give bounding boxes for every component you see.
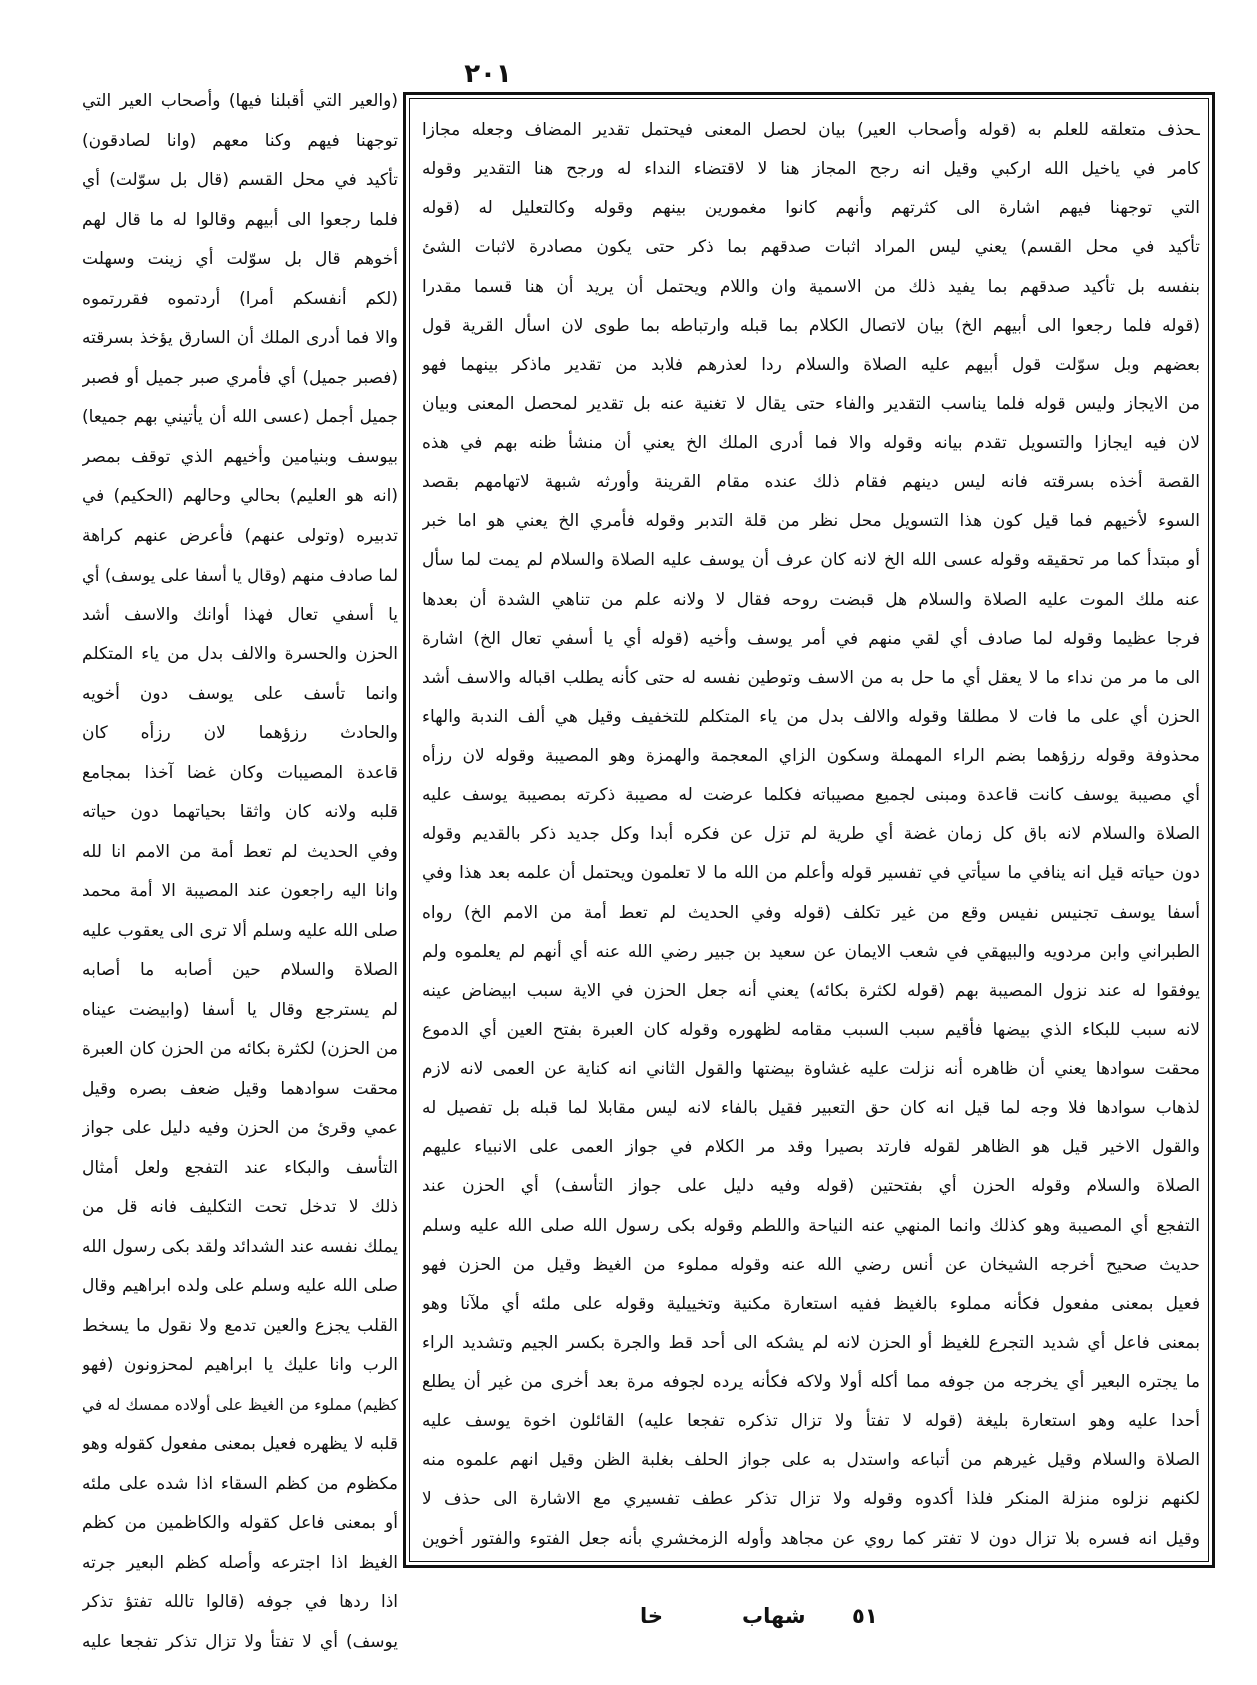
main-text-line: التي توجهنا فيهم اشارة الى كثرتهم وأنهم كانوا مغمورين بينهم وقوله وكالتعليل له (قوله xyxy=(422,198,1200,219)
signature-number: ٥١ xyxy=(852,1604,878,1628)
margin-text-line: صلى الله عليه وسلم ألا ترى الى يعقوب عليه xyxy=(82,920,398,941)
page-number: ٢٠١ xyxy=(464,59,512,89)
main-commentary xyxy=(422,111,1200,1559)
main-text-line: ـحذف متعلقه للعلم به (قوله وأصحاب العير) بيان لحصل المعنى فيحتمل تقدير المضاف وجعله مجازا xyxy=(422,120,1200,140)
margin-commentary xyxy=(82,82,398,1662)
margin-text-line: لما صادف منهم (وقال يا أسفا على يوسف) أي xyxy=(82,566,398,585)
signature-code: خا xyxy=(640,1604,664,1628)
main-text-line: لذهاب سوادها فلا وجه لما قيل انه كان حق التعبير فقيل بالفاء لانه ليس مقابلا لما قبله بل تفصيل له xyxy=(422,1098,1200,1119)
margin-text-line: توجهنا فيهم وكنا معهم (وانا لصادقون) xyxy=(82,130,398,151)
main-text-line: بنفسه بل تأكيد صدقهم بما يفيد ذلك من الاسمية وان واللام ويحتمل أن يريد أن هنا قسما مقدرا xyxy=(422,276,1200,297)
margin-text-line: (فصبر جميل) أي فأمري صبر جميل أو فصبر xyxy=(82,367,398,388)
margin-text-line: قاعدة المصيبات وكان غضا آخذا بمجامع xyxy=(82,762,398,783)
main-text-line: عنه ملك الموت عليه الصلاة والسلام هل قبضت روحه فقال لا ولانه علم من تناهي الشدة أن بعدها xyxy=(422,589,1200,610)
main-text-line: ما يجتره البعير أي يخرجه من جوفه مما أكله أولا ولاكه فكأنه يرده لجوفه مرة بعد أخرى من غير أن يطلع xyxy=(422,1372,1200,1392)
margin-text-line: فلما رجعوا الى أبيهم وقالوا له ما قال لهم xyxy=(82,209,398,230)
margin-text-line: جميل أجمل (عسى الله أن يأتيني بهم جميعا) xyxy=(82,407,398,427)
main-text-line: كامر في ياخيل الله اركبي وقيل انه رجح المجاز هنا لا لاقتضاء النداء له ورجح هنا التقدير وقوله xyxy=(422,159,1200,180)
main-text-line: وقيل انه فسره بلا تزال دون لا تفتر كما روي عن مجاهد وأوله الزمخشري بأنه جعل الفتوء والفتور أخوين xyxy=(422,1528,1200,1549)
margin-text-line: تأكيد في محل القسم (قال بل سوّلت) أي xyxy=(82,170,398,190)
margin-text-line: يملك نفسه عند الشدائد ولقد بكى رسول الله xyxy=(82,1236,398,1257)
main-text-line: فعيل بمعنى مفعول فكأنه مملوء بالغيظ ففيه استعارة مكنية وتخييلية وقوله على ملئه أي ملآنا وهو xyxy=(422,1293,1200,1314)
main-text-line: (قوله فلما رجعوا الى أبيهم الخ) بيان لاتصال الكلام بما قبله وارتباطه بما طوى لان اسأل القرية قول xyxy=(422,315,1200,336)
margin-text-line: أو بمعنى فاعل كقوله والكاظمين من كظم xyxy=(82,1513,398,1533)
margin-text-line: قلبه ولانه كان واثقا بحياتهما دون حياته xyxy=(82,802,398,822)
main-text-line: بعضهم وبل سوّلت قول أبيهم عليه الصلاة والسلام ردا لعذرهم فلابد من تقدير ماذكر بينهما فهو xyxy=(422,354,1200,375)
signature-title: شهاب xyxy=(742,1604,806,1628)
main-text-line: التفجع أي المصيبة وهو كذلك وانما المنهي عنه النياحة واللطم وقوله بكى رسول الله صلى الله عليه وسلم xyxy=(422,1215,1200,1236)
main-text-line: فرجا عظيما وقوله لما صادف أي لقي منهم في أمر يوسف وأخيه (قوله أي يا أسفي تعال الخ) اشارة xyxy=(422,628,1200,649)
main-text-line: الصلاة والسلام وقوله الحزن أي بفتحتين (قوله وفيه دليل على جواز التأسف) أي الحزن عند xyxy=(422,1176,1200,1197)
main-text-line: لكنهم نزلوه منزلة المنكر فلذا أكدوه وقوله ولا تزال تذكر عطف تفسيري مع الاشارة الى حذف لا xyxy=(422,1489,1200,1510)
main-text-line: أحدا عليه وهو استعارة بليغة (قوله لا تفتأ ولا تزال تذكره تفجعا عليه) القائلون اخوة يوسف عليه xyxy=(422,1411,1200,1432)
margin-text-line: محقت سوادهما وقيل ضعف بصره وقيل xyxy=(82,1078,398,1099)
margin-text-line: (والعير التي أقبلنا فيها) وأصحاب العير التي xyxy=(82,91,398,111)
margin-text-line: الغيظ اذا اجترعه وأصله كظم البعير جرته xyxy=(82,1552,398,1573)
margin-text-line: ذلك لا تدخل تحت التكليف فانه قل من xyxy=(82,1197,398,1217)
main-text-line: والقول الاخير قيل هو الظاهر لقوله فارتد بصيرا وقد مر الكلام في جواز العمى على الانبياء عليهم xyxy=(422,1137,1200,1158)
main-text-line: أسفا يوسف تجنيس نفيس وقع من غير تكلف (قوله وفي الحديث لم تعط أمة من الامم الخ) رواه xyxy=(422,902,1200,923)
margin-text-line: وانما تأسف على يوسف دون أخويه xyxy=(82,683,398,704)
margin-text-line: أخوهم قال بل سوّلت أي زينت وسهلت xyxy=(82,249,398,269)
margin-text-line: من الحزن) لكثرة بكائه من الحزن كان العبرة xyxy=(82,1039,398,1059)
margin-text-line: والا فما أدرى الملك أن السارق يؤخذ بسرقته xyxy=(82,328,398,348)
main-text-line: لانه سبب للبكاء الذي بيضها فأقيم سبب السبب مقامه لظهوره وقوله كان العبرة بفتح العين أي الدموع xyxy=(422,1019,1200,1040)
margin-text-line: بيوسف وبنيامين وأخيهم الذي توقف بمصر xyxy=(82,446,398,467)
main-text-line: أي مصيبة يوسف كانت قاعدة ومبنى لجميع مصيباته فكلما عرضت له مصيبة ذكرته بمصيبة يوسف عليه xyxy=(422,785,1200,806)
main-text-line: حديث صحيح أخرجه الشيخان عن أنس رضي الله عنه وقوله مملوء من الغيظ وقيل من الحزن فهو xyxy=(422,1254,1200,1275)
margin-text-line: لم يسترجع وقال يا أسفا (وابيضت عيناه xyxy=(82,999,398,1020)
margin-text-line: تدبيره (وتولى عنهم) فأعرض عنهم كراهة xyxy=(82,525,398,546)
main-text-line: أو مبتدأ كما مر تحقيقه وقوله عسى الله الخ لانه كان عرف أن يوسف عليه الصلاة والسلام لم يمت لما سأل xyxy=(422,550,1200,571)
main-text-line: الصلاة والسلام وقيل غيرهم من أتباعه واستدل به على جواز الحلف بغلبة الظن وقيل انهم علموه منه xyxy=(422,1450,1200,1471)
main-text-line: القصة أخذه بسرقته فانه ليس دينهم فقام ذلك عنده مقام القرينة وأورثه شبهة لاتهامهم بقصد xyxy=(422,472,1200,493)
margin-text-line: التأسف والبكاء عند التفجع ولعل أمثال xyxy=(82,1157,398,1178)
margin-text-line: قلبه لا يظهره فعيل بمعنى مفعول كقوله وهو xyxy=(82,1434,398,1454)
margin-text-line: عمي وقرئ من الحزن وفيه دليل على جواز xyxy=(82,1118,398,1138)
margin-text-line: الصلاة والسلام حين أصابه ما أصابه xyxy=(82,960,398,980)
margin-text-line: يا أسفي تعال فهذا أوانك والاسف أشد xyxy=(82,604,398,625)
margin-text-line: مكظوم من كظم السقاء اذا شده على ملئه xyxy=(82,1473,398,1494)
margin-text-line: وانا اليه راجعون عند المصيبة الا أمة محمد xyxy=(82,881,398,901)
margin-text-line: الحزن والحسرة والالف بدل من ياء المتكلم xyxy=(82,644,398,664)
main-text-line: محقت سوادها يعني أن ظاهره أنه نزلت عليه غشاوة بيضتها والقول الثاني انه كناية عن العمى لانه لازم xyxy=(422,1059,1200,1079)
main-text-line: السوء لأخيهم فما قيل كون هذا التسويل محل نظر من قلة التدبر وقوله فأمري الخ يعني هو اما خبر xyxy=(422,511,1200,532)
margin-text-line: يوسف) أي لا تفتأ ولا تزال تذكر تفجعا عليه xyxy=(82,1631,398,1652)
main-text-line: يوفقوا له عند نزول المصيبة بهم (قوله لكثرة بكائه) يعني أنه جعل الحزن في الاية سبب ابيضاض عينه xyxy=(422,980,1200,1001)
margin-text-line: (انه هو العليم) بحالي وحالهم (الحكيم) في xyxy=(82,486,398,506)
main-text-line: تأكيد في محل القسم) يعني ليس المراد اثبات صدقهم بما ذكر حتى يكون مصادرة لاثبات الشئ xyxy=(422,237,1200,258)
margin-text-line: (لكم أنفسكم أمرا) أردتموه فقررتموه xyxy=(82,288,398,309)
margin-text-line: كظيم) مملوء من الغيظ على أولاده ممسك له في xyxy=(82,1395,398,1414)
main-text-line: الى ما مر من نداء ما لا يعقل أي ما حل به من الاسف وتوطين نفسه له حتى كأنه يطلب اقباله والاسف أشد xyxy=(422,667,1200,688)
main-text-line: دون حياته قيل انه ينافي ما سيأتي في تفسير قوله وأعلم من الله ما لا تعلمون ويحتمل أن علمه بعد هذا وفي xyxy=(422,863,1200,884)
main-text-line: الصلاة والسلام لانه باق كل زمان غضة أي طرية لم تزل عن فكره أبدا وكل جديد ذكر بالقديم وقوله xyxy=(422,824,1200,845)
margin-text-line: وفي الحديث لم تعط أمة من الامم انا لله xyxy=(82,841,398,862)
main-text-line: لان فيه ايجازا والتسويل تقدم بيانه وقوله والا فما أدرى الملك الخ يعني أن منشأ ظنه بهم في هذه xyxy=(422,433,1200,453)
margin-text-line: الرب وانا عليك يا ابراهيم لمحزونون (فهو xyxy=(82,1355,398,1375)
margin-text-line: والحادث رزؤهما لان رزأه كان xyxy=(82,723,398,743)
main-text-line: محذوفة وقوله رزؤهما بضم الراء المهملة وسكون الزاي المعجمة والهمزة وهو المصيبة وقوله لان رزأه xyxy=(422,746,1200,766)
main-text-line: بمعنى فاعل أي شديد التجرع للغيظ أو الحزن لانه لم يشكه الى أحد قط والجرة بكسر الجيم وتشديد الراء xyxy=(422,1332,1200,1353)
margin-text-line: القلب يجزع والعين تدمع ولا نقول ما يسخط xyxy=(82,1315,398,1336)
margin-text-line: صلى الله عليه وسلم على ولده ابراهيم وقال xyxy=(82,1276,398,1296)
main-text-line: من الايجاز وليس قوله فلما يناسب التقدير والفاء حتى يقال لا تغنية عنه بل تقدير لمحصل المعنى وبيان xyxy=(422,393,1200,414)
margin-text-line: اذا ردها في جوفه (قالوا تالله تفتؤ تذكر xyxy=(82,1592,398,1612)
main-text-line: الحزن أي على ما فات لا مطلقا وقوله والالف بدل من ياء المتكلم للتخفيف وقيل هي ألف الندبة والهاء xyxy=(422,706,1200,727)
main-text-line: الطبراني وابن مردويه والبيهقي في شعب الايمان عن سعيد بن جبير رضي الله عنه أي أنهم لم يعلموه ولم xyxy=(422,941,1200,962)
